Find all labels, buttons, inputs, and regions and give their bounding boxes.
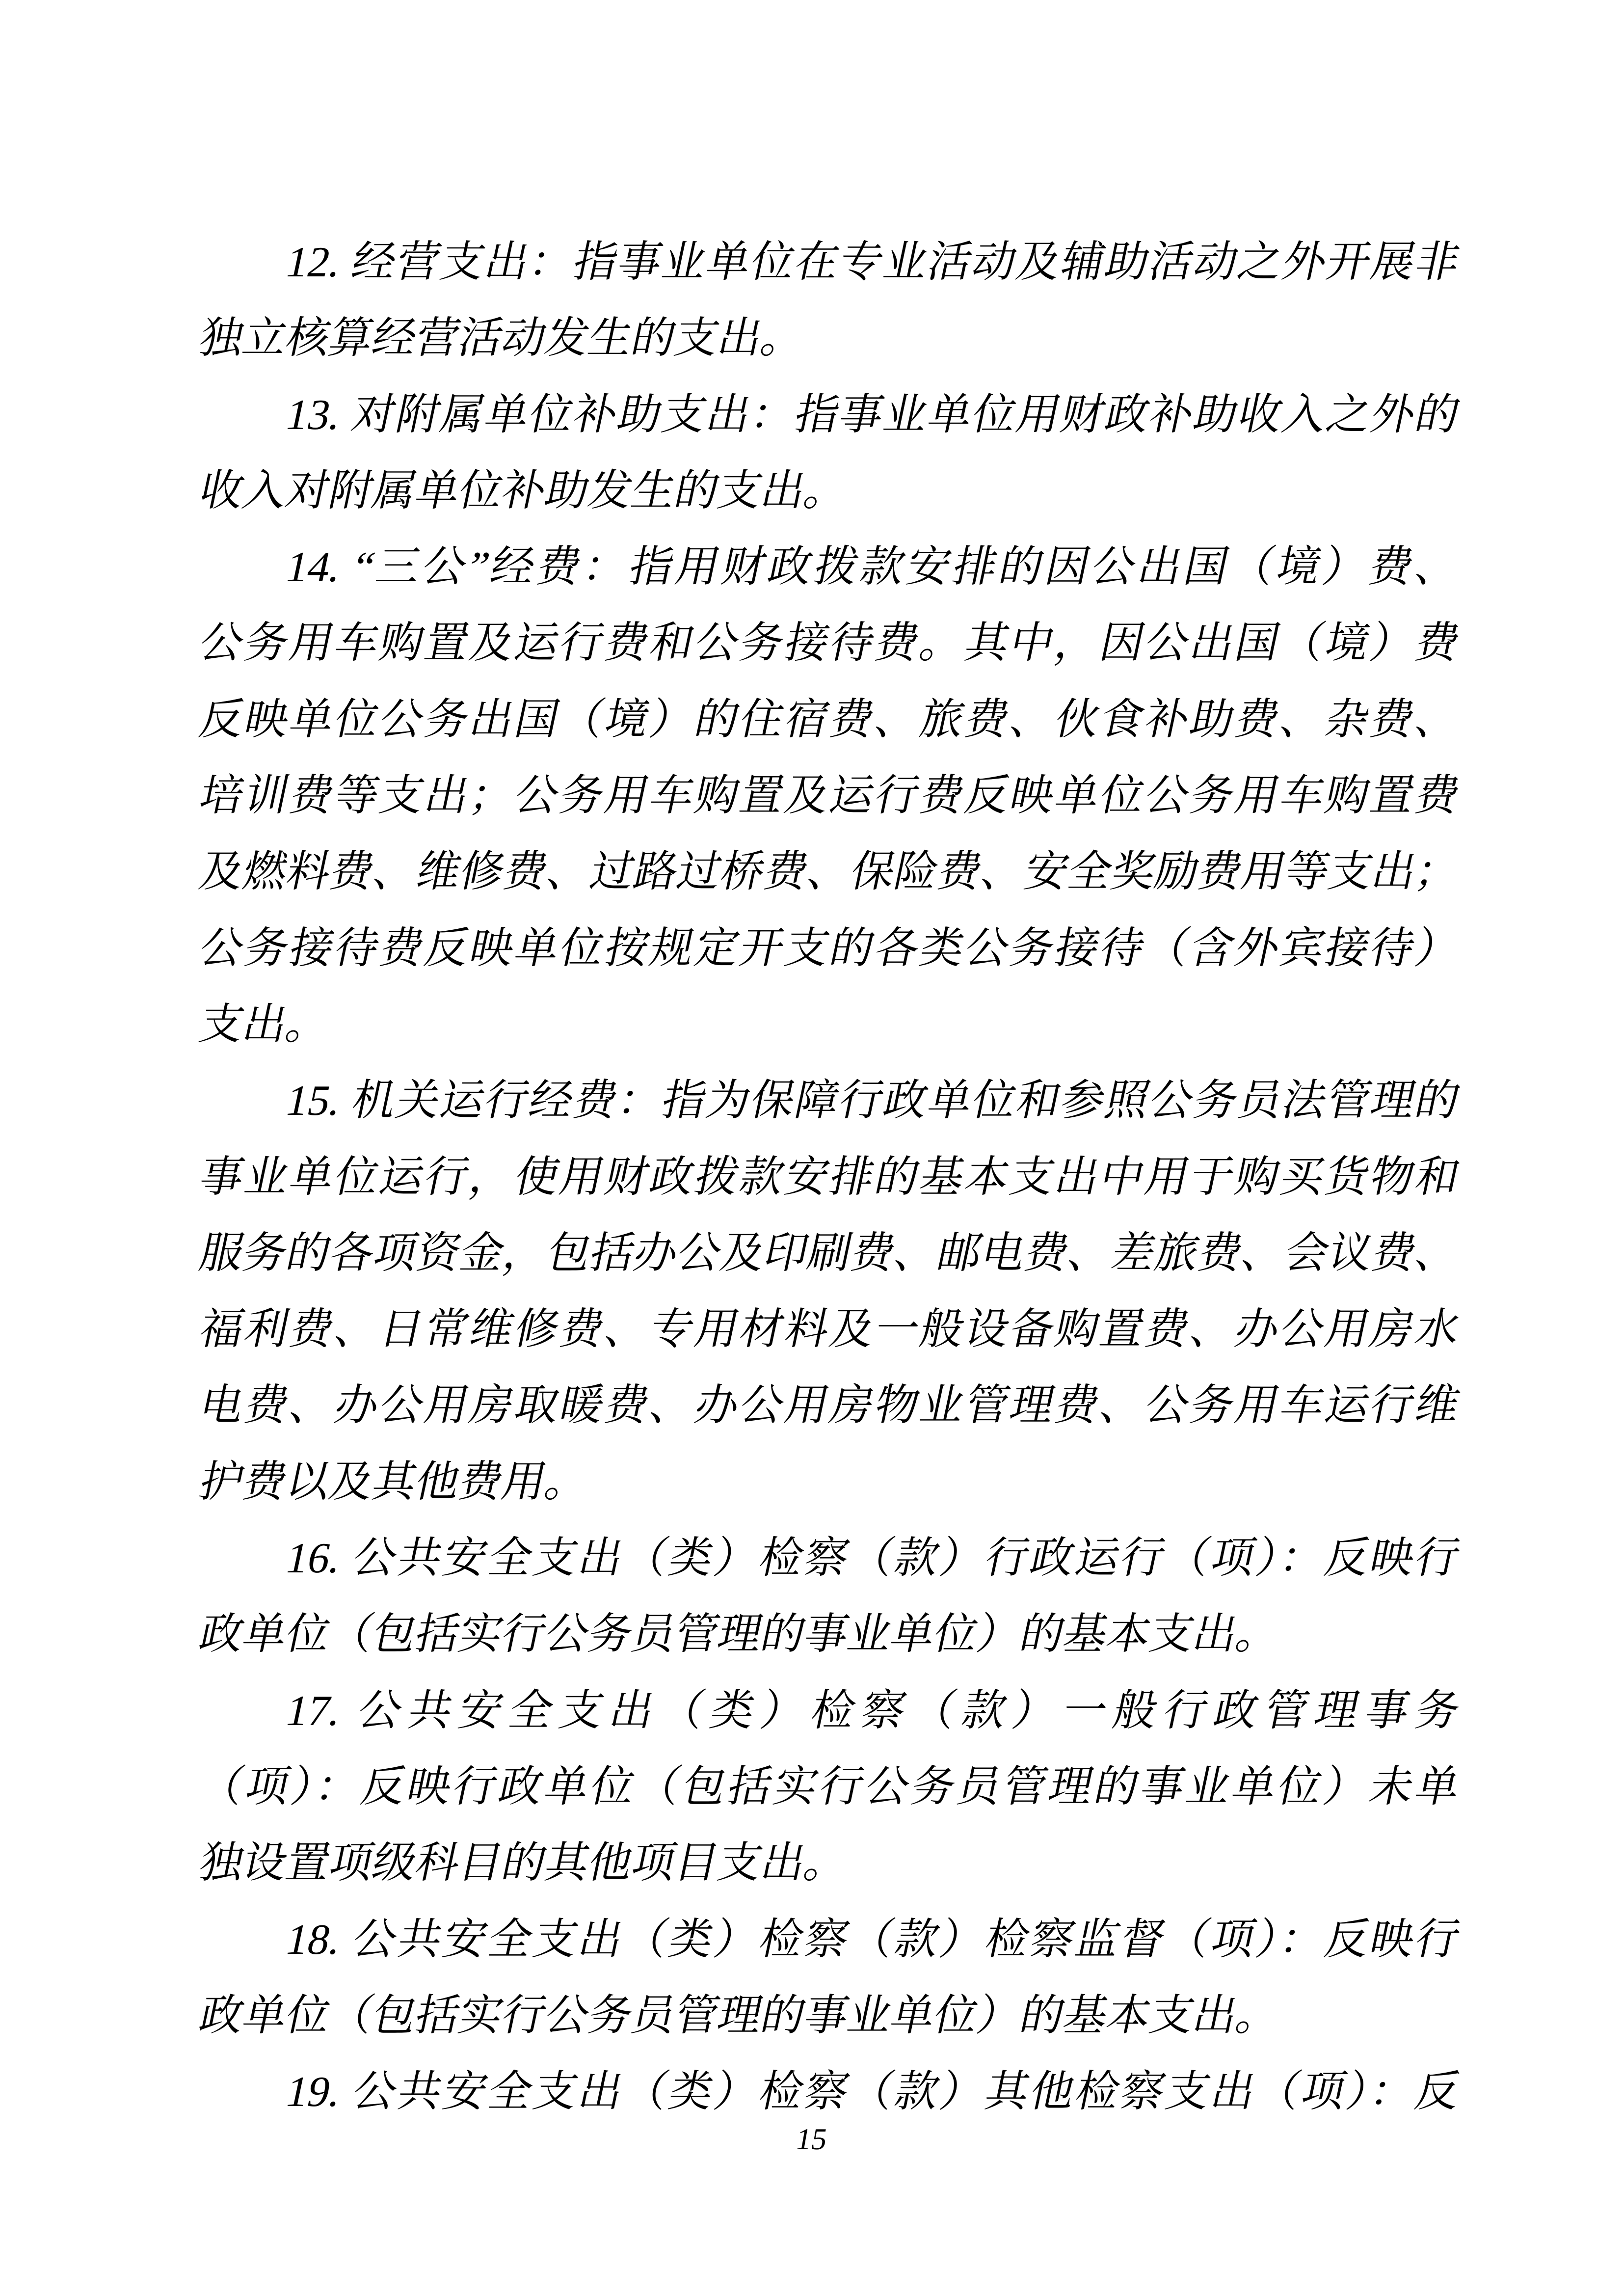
- text-line: （项）：反映行政单位（包括实行公务员管理的事业单位）未单: [195, 1763, 1464, 1811]
- text-line: 独立核算经营活动发生的支出。: [195, 315, 810, 363]
- text-line: 12. 经营支出：指事业单位在专业活动及辅助活动之外开展非: [281, 239, 1464, 286]
- text-line: 培训费等支出；公务用车购置及运行费反映单位公务用车购置费: [195, 772, 1464, 820]
- text-line: 支出。: [195, 1000, 335, 1049]
- text-line: 反映单位公务出国（境）的住宿费、旅费、伙食补助费、杂费、: [195, 696, 1464, 744]
- text-line: 14. “三公”经费：指用财政拨款安排的因公出国（境）费、: [281, 543, 1464, 592]
- page-number: 15: [793, 2123, 830, 2156]
- text-line: 13. 对附属单位补助支出：指事业单位用财政补助收入之外的: [281, 391, 1464, 439]
- text-line: 18. 公共安全支出（类）检察（款）检察监督（项）：反映行: [281, 1916, 1464, 1964]
- text-line: 17. 公共安全支出（类）检察（款）一般行政管理事务: [281, 1687, 1464, 1735]
- text-line: 19. 公共安全支出（类）检察（款）其他检察支出（项）：反: [281, 2068, 1464, 2116]
- text-line: 公务用车购置及运行费和公务接待费。其中，因公出国（境）费: [195, 620, 1464, 668]
- text-line: 16. 公共安全支出（类）检察（款）行政运行（项）：反映行: [281, 1535, 1464, 1583]
- text-line: 公务接待费反映单位按规定开支的各类公务接待（含外宾接待）: [195, 924, 1464, 972]
- text-line: 事业单位运行，使用财政拨款安排的基本支出中用于购买货物和: [195, 1153, 1464, 1201]
- text-line: 政单位（包括实行公务员管理的事业单位）的基本支出。: [195, 1611, 1285, 1659]
- text-line: 独设置项级科目的其他项目支出。: [195, 1839, 853, 1888]
- text-line: 政单位（包括实行公务员管理的事业单位）的基本支出。: [195, 1992, 1285, 2040]
- text-line: 电费、办公用房取暖费、办公用房物业管理费、公务用车运行维: [195, 1382, 1464, 1430]
- text-line: 护费以及其他费用。: [195, 1458, 594, 1506]
- text-line: 服务的各项资金，包括办公及印刷费、邮电费、差旅费、会议费、: [195, 1229, 1464, 1277]
- text-line: 福利费、日常维修费、专用材料及一般设备购置费、办公用房水: [195, 1306, 1464, 1354]
- body-text: [194, 224, 1464, 2130]
- text-line: 收入对附属单位补助发生的支出。: [195, 467, 853, 515]
- text-line: 15. 机关运行经费：指为保障行政单位和参照公务员法管理的: [281, 1077, 1464, 1125]
- text-line: 及燃料费、维修费、过路过桥费、保险费、安全奖励费用等支出；: [195, 848, 1464, 896]
